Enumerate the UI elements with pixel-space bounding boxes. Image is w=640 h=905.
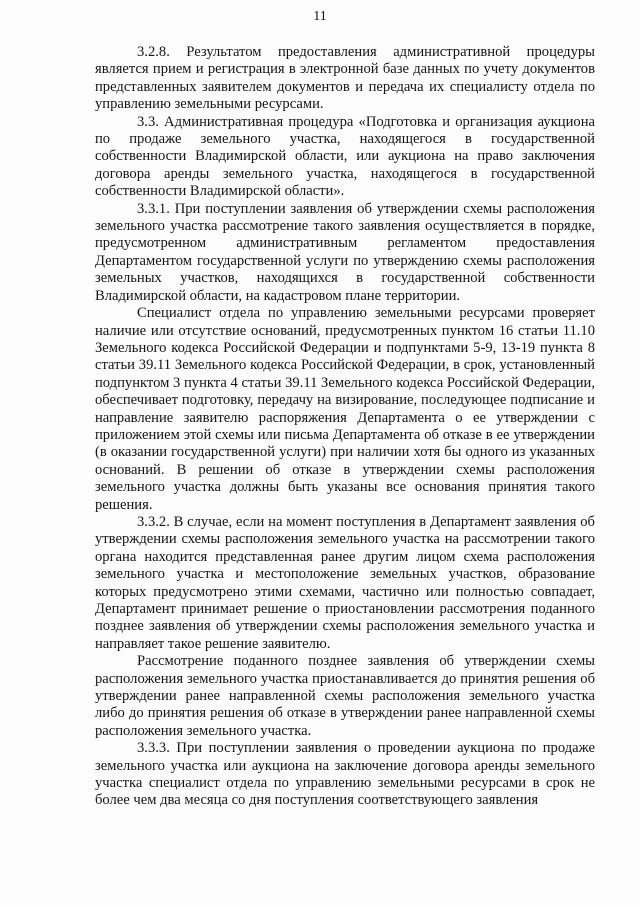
page-number: 11 [313, 9, 327, 24]
paragraph-3-3: 3.3. Административная процедура «Подготовка и организация аукциона по продаже земельного участка, находящегося в государственной собственности Владимирской области, или аукциона на право заключения договора аренды земельного участка, находящегося в государственной собственности Владимирской области». [95, 113, 595, 200]
paragraph-3-3-1: 3.3.1. При поступлении заявления об утверждении схемы расположения земельного участка рассмотрение такого заявления осуществляется в порядке, предусмотренном административным регламентом предоставления Департаментом государственной услуги по утверждению схемы расположения земельных участков, находящихся в государственной собственности Владимирской области, на кадастровом плане территории. [95, 200, 595, 304]
paragraph-3-3-3: 3.3.3. При поступлении заявления о проведении аукциона по продаже земельного участка или аукциона на заключение договора аренды земельного участка специалист отдела по управлению земельными ресурсами в срок не более чем два месяца со дня поступления соответствующего заявления [95, 740, 595, 809]
paragraph-3-2-8: 3.2.8. Результатом предоставления административной процедуры является прием и регистрация в электронной базе данных по учету документов представленных заявителем документов и передача их специалисту отдела по управлению земельными ресурсами. [95, 44, 595, 113]
paragraph-3-3-2: 3.3.2. В случае, если на момент поступления в Департамент заявления об утверждении схемы расположения земельного участка на рассмотрении такого органа находится представленная ранее другим лицом схема расположения земельного участка и местоположение земельных участков, образование которых предусмотрено этими схемами, частично или полностью совпадает, Департамент принимает решение о приостановлении рассмотрения поданного позднее заявления об утверждении схемы расположения земельного участка и направляет такое решение заявителю. [95, 513, 595, 652]
paragraph-specialist-check: Специалист отдела по управлению земельными ресурсами проверяет наличие или отсутствие оснований, предусмотренных пунктом 16 статьи 11.10 Земельного кодекса Российской Федерации и подпунктами 5-9, 13-19 пункта 8 статьи 39.11 Земельного кодекса Российской Федерации, в срок, установленный подпунктом 3 пункта 4 статьи 39.11 Земельного кодекса Российской Федерации, обеспечивает подготовку, передачу на визирование, последующее подписание и направление заявителю распоряжения Департамента о ее утверждении с приложением этой схемы или письма Департамента об отказе в ее утверждении (в оказании государственной услуги) при наличии хотя бы одного из указанных оснований. В решении об отказе в утверждении схемы расположения земельного участка должны быть указаны все основания принятия такого решения. [95, 305, 595, 513]
paragraph-suspension: Рассмотрение поданного позднее заявления об утверждении схемы расположения земельного участка приостанавливается до принятия решения об утверждении ранее направленной схемы расположения земельного участка либо до принятия решения об отказе в утверждении ранее направленной схемы расположения земельного участка. [95, 653, 595, 739]
document-body [95, 44, 595, 810]
